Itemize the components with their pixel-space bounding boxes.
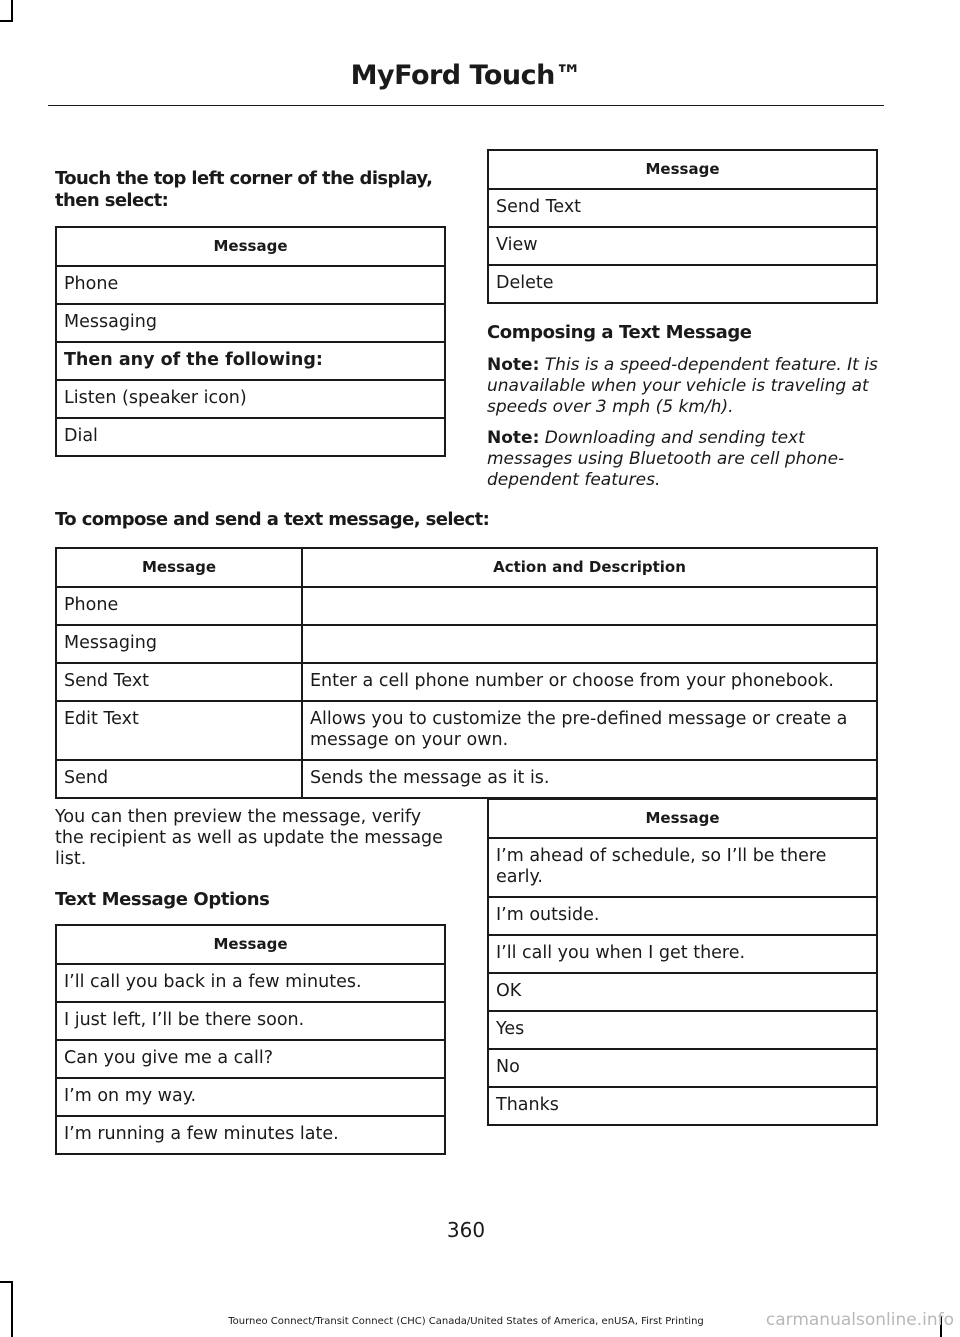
page-number: 360 bbox=[446, 1218, 486, 1242]
table-row: Messaging bbox=[56, 304, 445, 342]
section-heading: Text Message Options bbox=[55, 889, 270, 910]
table-header: Action and Description bbox=[302, 548, 877, 587]
menu-table bbox=[55, 226, 446, 457]
table-cell-message: Edit Text bbox=[56, 701, 302, 760]
table-row: Thanks bbox=[488, 1087, 877, 1125]
section-heading: Composing a Text Message bbox=[487, 322, 752, 343]
right-column-top bbox=[487, 149, 878, 491]
compose-table bbox=[55, 547, 878, 799]
table-row: No bbox=[488, 1049, 877, 1087]
table-row: I’m ahead of schedule, so I’ll be there early. bbox=[488, 838, 877, 897]
table-cell-action: Sends the message as it is. bbox=[302, 760, 877, 798]
table-row: Send Text bbox=[488, 189, 877, 227]
table-row: Then any of the following: bbox=[56, 342, 445, 380]
table-row: Phone bbox=[56, 266, 445, 304]
table-row: Yes bbox=[488, 1011, 877, 1049]
intro-text: Touch the top left corner of the display, then select: bbox=[55, 168, 433, 211]
header-divider bbox=[48, 105, 884, 106]
table-cell-message: Send bbox=[56, 760, 302, 798]
table-row: I’ll call you when I get there. bbox=[488, 935, 877, 973]
note-label: Note: bbox=[487, 355, 540, 375]
message-options-table bbox=[487, 149, 878, 304]
table-row: I’ll call you back in a few minutes. bbox=[56, 964, 445, 1002]
table-header: Message bbox=[488, 150, 877, 189]
table-cell-action: Allows you to customize the pre-defined message or create a message on your own. bbox=[302, 701, 877, 760]
table-row: Can you give me a call? bbox=[56, 1040, 445, 1078]
crop-mark-top-left-v bbox=[11, 0, 13, 22]
table-row: I’m outside. bbox=[488, 897, 877, 935]
table-row: I’m running a few minutes late. bbox=[56, 1116, 445, 1154]
note-label: Note: bbox=[487, 428, 540, 448]
crop-mark-top-left-h bbox=[0, 20, 13, 22]
table-row: OK bbox=[488, 973, 877, 1011]
table-cell-message: Send Text bbox=[56, 663, 302, 701]
preset-messages-table-continued bbox=[487, 798, 878, 1126]
table-cell-action bbox=[302, 625, 877, 663]
table-cell-action bbox=[302, 587, 877, 625]
note-bluetooth bbox=[487, 428, 878, 491]
page-header-title: MyFord Touch™ bbox=[350, 60, 582, 91]
table-header: Message bbox=[56, 925, 445, 964]
table-row: Dial bbox=[56, 418, 445, 456]
right-column-bottom bbox=[487, 798, 878, 1126]
watermark[interactable]: carmanualsonline.info bbox=[765, 1310, 954, 1330]
compose-intro: To compose and send a text message, select: bbox=[55, 509, 490, 530]
table-cell-action: Enter a cell phone number or choose from your phonebook. bbox=[302, 663, 877, 701]
table-row: I just left, I’ll be there soon. bbox=[56, 1002, 445, 1040]
table-header: Message bbox=[488, 799, 877, 838]
table-row: I’m on my way. bbox=[56, 1078, 445, 1116]
left-column-bottom bbox=[55, 807, 446, 1155]
table-header: Message bbox=[56, 548, 302, 587]
table-cell-message: Messaging bbox=[56, 625, 302, 663]
table-row: Listen (speaker icon) bbox=[56, 380, 445, 418]
table-cell-message: Phone bbox=[56, 587, 302, 625]
compose-section bbox=[55, 509, 878, 799]
left-column-top bbox=[55, 168, 446, 457]
note-text: This is a speed-dependent feature. It is unavailable when your vehicle is traveling at speeds over 3 mph (5 km/h). bbox=[487, 355, 878, 417]
table-row: Delete bbox=[488, 265, 877, 303]
preset-messages-table bbox=[55, 924, 446, 1155]
crop-mark-bottom-left-v bbox=[11, 1281, 13, 1337]
note-speed bbox=[487, 355, 878, 418]
preview-text: You can then preview the message, verify the recipient as well as update the message list. bbox=[55, 807, 443, 869]
table-row: View bbox=[488, 227, 877, 265]
note-text: Downloading and sending text messages using Bluetooth are cell phone-dependent features. bbox=[487, 428, 845, 490]
page-footer: Tourneo Connect/Transit Connect (CHC) Canada/United States of America, enUSA, First Printing bbox=[228, 1316, 704, 1327]
table-header: Message bbox=[56, 227, 445, 266]
crop-mark-bottom-left-h bbox=[0, 1281, 13, 1283]
